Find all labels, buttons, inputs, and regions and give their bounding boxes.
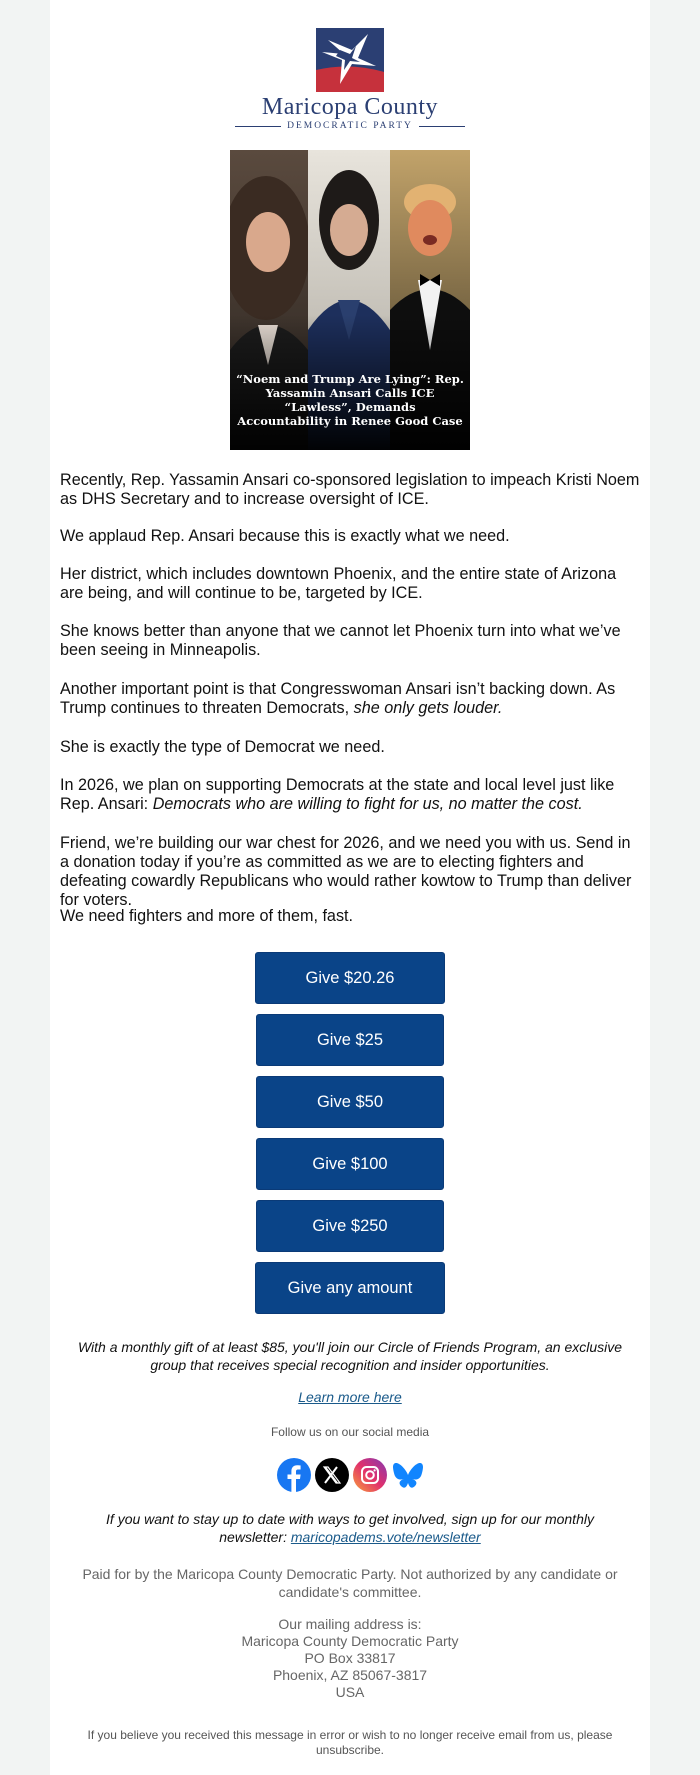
newsletter-text	[90, 1510, 610, 1546]
paragraph: She is exactly the type of Democrat we need.	[60, 738, 385, 756]
hero-image[interactable]	[230, 150, 470, 450]
org-subtitle: DEMOCRATIC PARTY	[287, 121, 413, 131]
hero-caption: “Noem and Trump Are Lying”: Rep. Yassamin Ansari Calls ICE “Lawless”, Demands Accountability in Renee Good Case	[236, 372, 464, 428]
paragraph: Recently, Rep. Yassamin Ansari co-sponsored legislation to impeach Kristi Noem as DHS Secretary and to increase oversight of ICE.	[60, 471, 640, 508]
divider-line	[235, 126, 281, 127]
divider-line	[419, 126, 465, 127]
follow-label: Follow us on our social media	[270, 1425, 430, 1439]
instagram-icon[interactable]	[353, 1458, 387, 1492]
paid-for-disclaimer: Paid for by the Maricopa County Democratic Party. Not authorized by any candidate or candidate's committee.	[82, 1566, 618, 1600]
org-name: Maricopa County	[261, 94, 439, 120]
star-flag-icon	[316, 28, 384, 92]
mailing-label: Our mailing address is:	[278, 1616, 422, 1632]
give-50-button[interactable]: Give $50	[256, 1076, 444, 1128]
paragraph: Friend, we’re building our war chest for 2026, and we need you with us. Send in a donation today if you’re as committed as we are to electing fighters and defeating cowardly Republicans who would rather kowtow to Trump than deliver for voters.	[60, 834, 632, 909]
give-2026-button[interactable]: Give $20.26	[255, 952, 445, 1004]
paragraph: Her district, which includes downtown Phoenix, and the entire state of Arizona are being, and will continue to be, targeted by ICE.	[60, 565, 617, 602]
give-any-amount-button[interactable]: Give any amount	[255, 1262, 445, 1314]
address-line: Maricopa County Democratic Party	[241, 1633, 459, 1649]
paragraph-text: In 2026, we plan on supporting Democrats at the state and local level just like Rep. Ansari:	[60, 776, 615, 813]
paragraph-text: Another important point is that Congresswoman Ansari isn’t backing down. As Trump continues to threaten Democrats,	[60, 680, 616, 717]
paragraph: We need fighters and more of them, fast.	[60, 907, 354, 925]
paragraph-emphasis: Democrats who are willing to fight for us, no matter the cost.	[152, 795, 583, 813]
paragraph	[60, 776, 640, 814]
facebook-icon[interactable]	[277, 1458, 311, 1492]
circle-of-friends-text: With a monthly gift of at least $85, you'll join our Circle of Friends Program, an exclusive group that receives special recognition and insider opportunities.	[77, 1339, 623, 1373]
unsubscribe-text[interactable]: If you believe you received this message in error or wish to no longer receive email from us, please unsubscribe.	[87, 1728, 613, 1757]
email-body	[50, 0, 650, 1775]
give-25-button[interactable]: Give $25	[256, 1014, 444, 1066]
paragraph: We applaud Rep. Ansari because this is exactly what we need.	[60, 527, 510, 545]
paragraph: She knows better than anyone that we cannot let Phoenix turn into what we’ve been seeing in Minneapolis.	[60, 622, 621, 659]
social-links	[277, 1458, 425, 1492]
give-250-button[interactable]: Give $250	[256, 1200, 444, 1252]
address-line: USA	[335, 1684, 365, 1700]
bluesky-icon[interactable]	[391, 1458, 425, 1492]
org-logo[interactable]	[50, 28, 650, 132]
newsletter-link[interactable]: maricopadems.vote/newsletter	[290, 1529, 481, 1545]
newsletter-prompt: If you want to stay up to date with ways to get involved, sign up for our monthly newsletter:	[106, 1511, 594, 1545]
give-100-button[interactable]: Give $100	[256, 1138, 444, 1190]
x-icon[interactable]	[315, 1458, 349, 1492]
paragraph-emphasis: she only gets louder.	[353, 699, 503, 717]
address-line: Phoenix, AZ 85067-3817	[272, 1667, 428, 1683]
address-line: PO Box 33817	[304, 1650, 396, 1666]
mailing-address	[50, 1616, 650, 1701]
paragraph	[60, 680, 640, 718]
learn-more-link[interactable]: Learn more here	[298, 1389, 402, 1405]
